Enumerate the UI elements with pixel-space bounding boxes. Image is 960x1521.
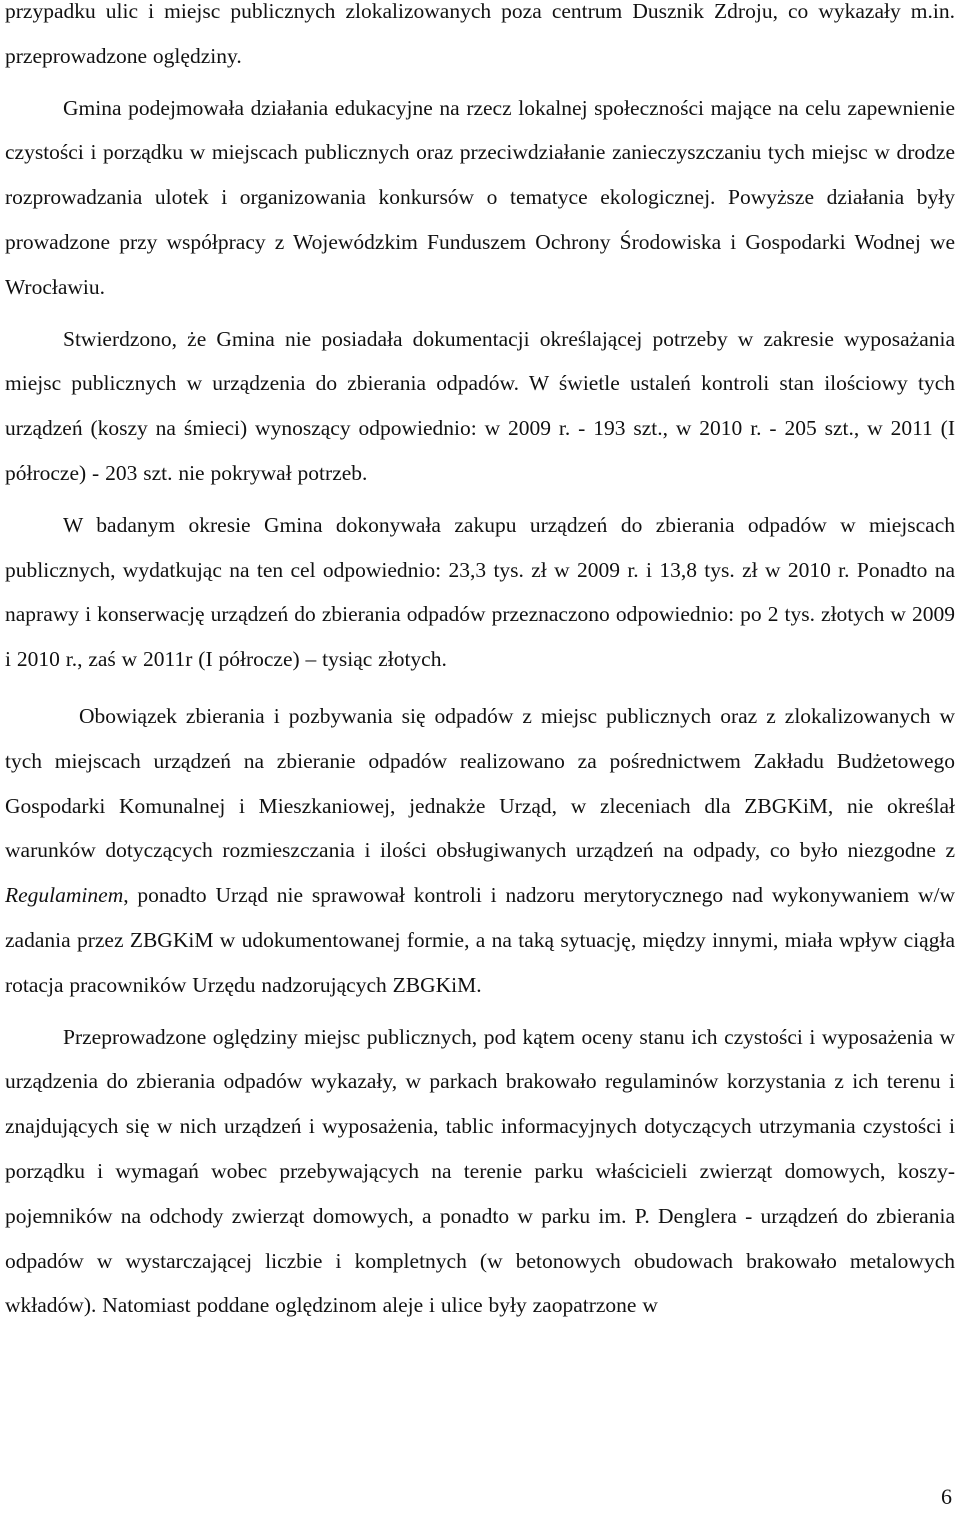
paragraph-obligation-text-before: Obowiązek zbierania i pozbywania się odpadów z miejsc publicznych oraz z zlokalizowanych w tych miejscach urządzeń na zbieranie odpadów realizowano za pośrednictwem Zakładu Budżetowego Gospodarki Komunalnej i Mieszkaniowej, jednakże Urząd, w zleceniach dla ZBGKiM, nie określał warunków dotyczących rozmieszczania i ilości obsługiwanych urządzeń na odpady, co było niezgodne z — [5, 703, 955, 863]
paragraph-continuation: przypadku ulic i miejsc publicznych zlokalizowanych poza centrum Dusznik Zdroju, co wykazały m.in. przeprowadzone oględziny. — [5, 0, 955, 68]
paragraph-obligation-italic: Regulaminem — [5, 883, 124, 908]
paragraph-inspection: Przeprowadzone oględziny miejsc publicznych, pod kątem oceny stanu ich czystości i wyposażenia w urządzenia do zbierania odpadów wykazały, w parkach brakowało regulaminów korzystania z ich terenu i znajdujących się w nich urządzeń i wyposażenia, tablic informacyjnych dotyczących utrzymania czystości i porządku i wymagań wobec przebywających na terenie parku właścicieli zwierząt domowych, koszy-pojemników na odchody zwierząt domowych, a ponadto w parku im. P. Denglera - urządzeń do zbierania odpadów w wystarczającej liczbie i kompletnych (w betonowych obudowach brakowało metalowych wkładów). Natomiast poddane oględzinom aleje i ulice były zaopatrzone w — [5, 1024, 955, 1318]
paragraph-purchases: W badanym okresie Gmina dokonywała zakupu urządzeń do zbierania odpadów w miejscach publicznych, wydatkując na ten cel odpowiednio: 23,3 tys. zł w 2009 r. i 13,8 tys. zł w 2010 r. Ponadto na naprawy i konserwację urządzeń do zbierania odpadów przeznaczono odpowiednio: po 2 tys. złotych w 2009 i 2010 r., zaś w 2011r (I półrocze) – tysiąc złotych. — [5, 512, 955, 672]
paragraph-documentation: Stwierdzono, że Gmina nie posiadała dokumentacji określającej potrzeby w zakresie wyposażania miejsc publicznych w urządzenia do zbierania odpadów. W świetle ustaleń kontroli stan ilościowy tych urządzeń (koszy na śmieci) wynoszący odpowiednio: w 2009 r. - 193 szt., w 2010 r. - 205 szt., w 2011 (I półrocze) - 203 szt. nie pokrywał potrzeb. — [5, 326, 955, 485]
paragraph-obligation — [5, 694, 955, 1008]
page-number: 6 — [941, 1484, 952, 1509]
paragraph-obligation-text-after: , ponadto Urząd nie sprawował kontroli i nadzoru merytorycznego nad wykonywaniem w/w zadania przez ZBGKiM w udokumentowanej formie, a na taką sytuację, między innymi, miała wpływ ciągła rotacja pracowników Urzędu nadzorujących ZBGKiM. — [5, 883, 955, 997]
paragraph-education: Gmina podejmowała działania edukacyjne na rzecz lokalnej społeczności mające na celu zapewnienie czystości i porządku w miejscach publicznych oraz przeciwdziałanie zanieczyszczaniu tych miejsc w drodze rozprowadzania ulotek i organizowania konkursów o tematyce ekologicznej. Powyższe działania były prowadzone przy współpracy z Wojewódzkim Funduszem Ochrony Środowiska i Gospodarki Wodnej we Wrocławiu. — [5, 95, 955, 299]
document-page — [5, 0, 955, 1328]
